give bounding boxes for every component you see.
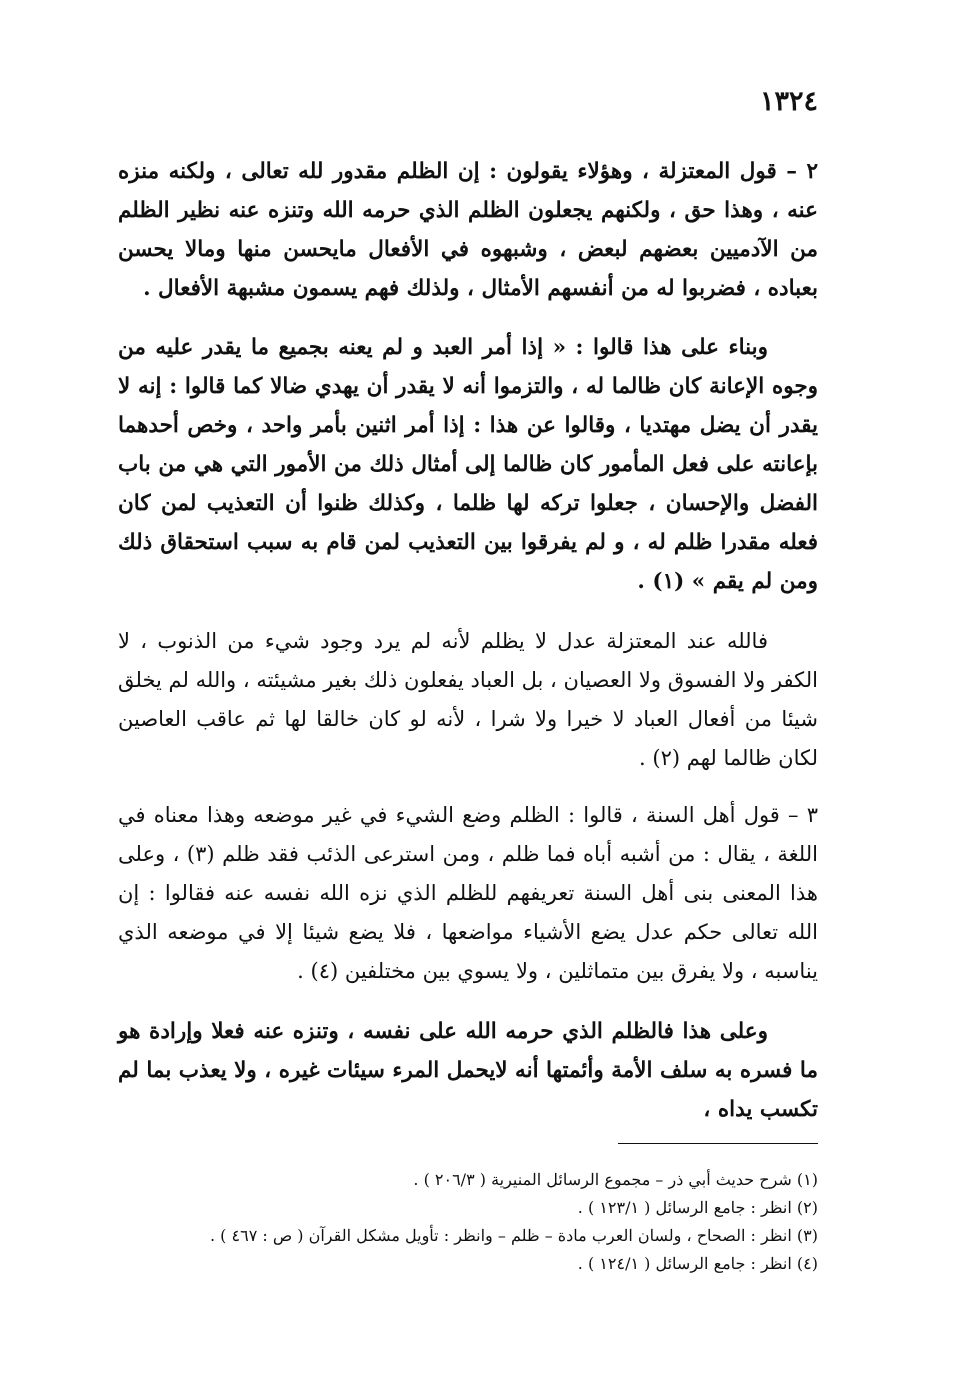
paragraph-mutazila-view: ٢ – قول المعتزلة ، وهؤلاء يقولون : إن الظلم مقدور لله تعالى ، ولكنه منزه عنه ، وهذا حق ، ولكنهم يجعلون الظلم الذي حرمه الله وتنزه عنه نظير الظلم من الآدميين بعضهم لبعض ، وشبهوه في الأفعال مايحسن منها ومالا يحسن بعباده ، فضربوا له من أنفسهم الأمثال ، ولذلك فهم يسمون مشبهة الأفعال .	[118, 159, 818, 301]
book-page	[118, 0, 818, 1383]
footnote-item: (٤) انظر : جامع الرسائل ( ١٢٤/١ ) .	[577, 1254, 818, 1273]
page-number: ١٣٢٤	[759, 86, 818, 117]
paragraph-mutazila-quote: وبناء على هذا قالوا : « إذا أمر العبد و لم يعنه بجميع ما يقدر عليه من وجوه الإعانة كان ظالما له ، والتزموا أنه لا يقدر أن يهدي ضالا كما قالوا : إنه لا يقدر أن يضل مهتديا ، وقالوا عن هذا : إذا أمر اثنين بأمر واحد ، وخص أحدهما بإعانته على فعل المأمور كان ظالما إلى أمثال ذلك من الأمور التي هي من باب الفضل والإحسان ، جعلوا تركه لها ظلما ، وكذلك ظنوا أن التعذيب لمن كان فعله مقدرا ظلم له ، و لم يفرقوا بين التعذيب لمن قام به سبب استحقاق ذلك ومن لم يقم » (١) .	[118, 335, 818, 594]
footnotes-list	[118, 1166, 818, 1278]
footnote-item: (١) شرح حديث أبي ذر – مجموع الرسائل المنيرية ( ٢٠٦/٣ ) .	[413, 1170, 818, 1189]
footnote-item: (٢) انظر : جامع الرسائل ( ١٢٣/١ ) .	[577, 1198, 818, 1217]
footnote-item: (٣) انظر : الصحاح ، ولسان العرب مادة – ظلم – وانظر : تأويل مشكل القرآن ( ص : ٤٦٧ ) .	[210, 1226, 818, 1245]
paragraph-ahl-sunnah-view: ٣ – قول أهل السنة ، قالوا : الظلم وضع الشيء في غير موضعه وهذا معناه في اللغة ، يقال : من أشبه أباه فما ظلم ، ومن استرعى الذئب فقد ظلم (٣) ، وعلى هذا المعنى بنى أهل السنة تعريفهم للظلم الذي نزه الله نفسه عنه فقالوا : إن الله تعالى حكم عدل يضع الأشياء مواضعها ، فلا يضع شيئا إلا في موضعه الذي يناسبه ، ولا يفرق بين متماثلين ، ولا يسوي بين مختلفين (٤) .	[118, 803, 818, 983]
paragraph-mutazila-justice: فالله عند المعتزلة عدل لا يظلم لأنه لم يرد وجود شيء من الذنوب ، لا الكفر ولا الفسوق ولا العصيان ، بل العباد يفعلون ذلك بغير مشيئته ، والله لم يخلق شيئا من أفعال العباد لا خيرا ولا شرا ، لأنه لو كان خالقا لها ثم عاقب العاصين لكان ظالما لهم (٢) .	[118, 629, 818, 770]
footnote-divider	[618, 1143, 818, 1144]
paragraph-conclusion: وعلى هذا فالظلم الذي حرمه الله على نفسه ، وتنزه عنه فعلا وإرادة هو ما فسره به سلف الأمة وأئمتها أنه لايحمل المرء سيئات غيره ، ولا يعذب بما لم تكسب يداه ،	[118, 1019, 818, 1122]
